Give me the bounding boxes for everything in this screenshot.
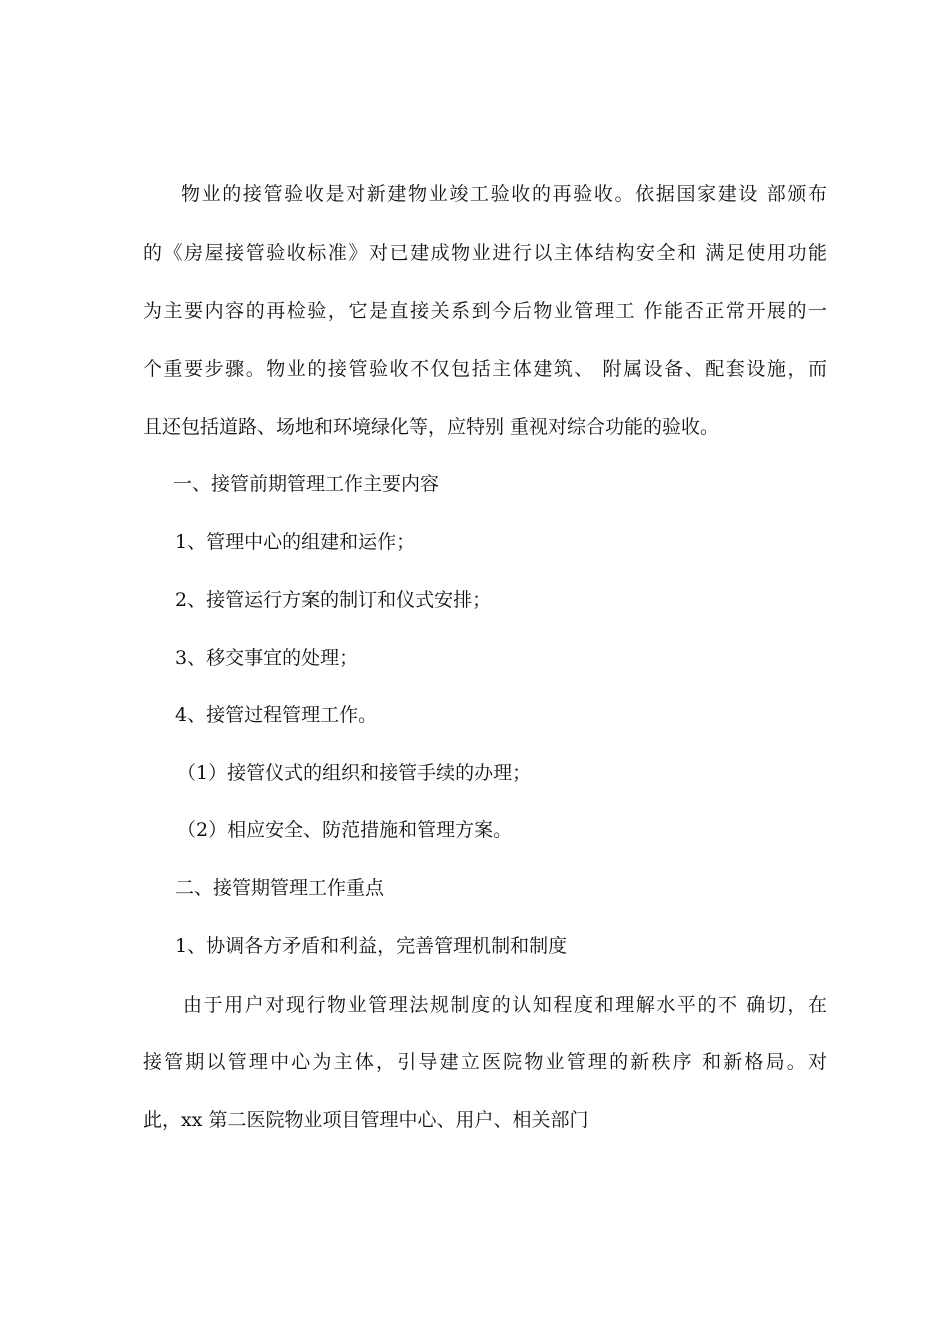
intro-paragraph-line-2: 的《房屋接管验收标准》对已建成物业进行以主体结构安全和 满足使用功能 (143, 242, 827, 264)
intro-paragraph-line-5: 且还包括道路、场地和环境绿化等，应特别 重视对综合功能的验收。 (143, 416, 720, 438)
section-2-paragraph-line-2: 接管期以管理中心为主体，引导建立医院物业管理的新秩序 和新格局。对 (143, 1051, 827, 1073)
section-1-item-3: 3、移交事宜的处理； (175, 647, 359, 669)
intro-paragraph-line-1: 物业的接管验收是对新建物业竣工验收的再验收。依据国家建设 部颁布 (181, 183, 827, 205)
section-1-heading: 一、接管前期管理工作主要内容 (173, 473, 440, 495)
section-1-item-1: 1、管理中心的组建和运作； (175, 531, 416, 553)
section-1-subitem-2: （2）相应安全、防范措施和管理方案。 (177, 819, 513, 841)
section-2-paragraph-line-1: 由于用户对现行物业管理法规制度的认知程度和理解水平的不 确切，在 (183, 994, 827, 1016)
section-1-item-4: 4、接管过程管理工作。 (175, 704, 378, 726)
section-2-item-1: 1、协调各方矛盾和利益，完善管理机制和制度 (175, 935, 568, 957)
section-2-paragraph-line-3: 此，xx 第二医院物业项目管理中心、用户、相关部门 (143, 1109, 589, 1131)
section-1-item-2: 2、接管运行方案的制订和仪式安排； (175, 589, 492, 611)
intro-paragraph-line-3: 为主要内容的再检验，它是直接关系到今后物业管理工 作能否正常开展的一 (143, 300, 827, 322)
section-2-heading: 二、接管期管理工作重点 (175, 877, 385, 899)
section-1-subitem-1: （1）接管仪式的组织和接管手续的办理； (177, 762, 532, 784)
intro-paragraph-line-4: 个重要步骤。物业的接管验收不仅包括主体建筑、 附属设备、配套设施，而 (143, 358, 827, 380)
